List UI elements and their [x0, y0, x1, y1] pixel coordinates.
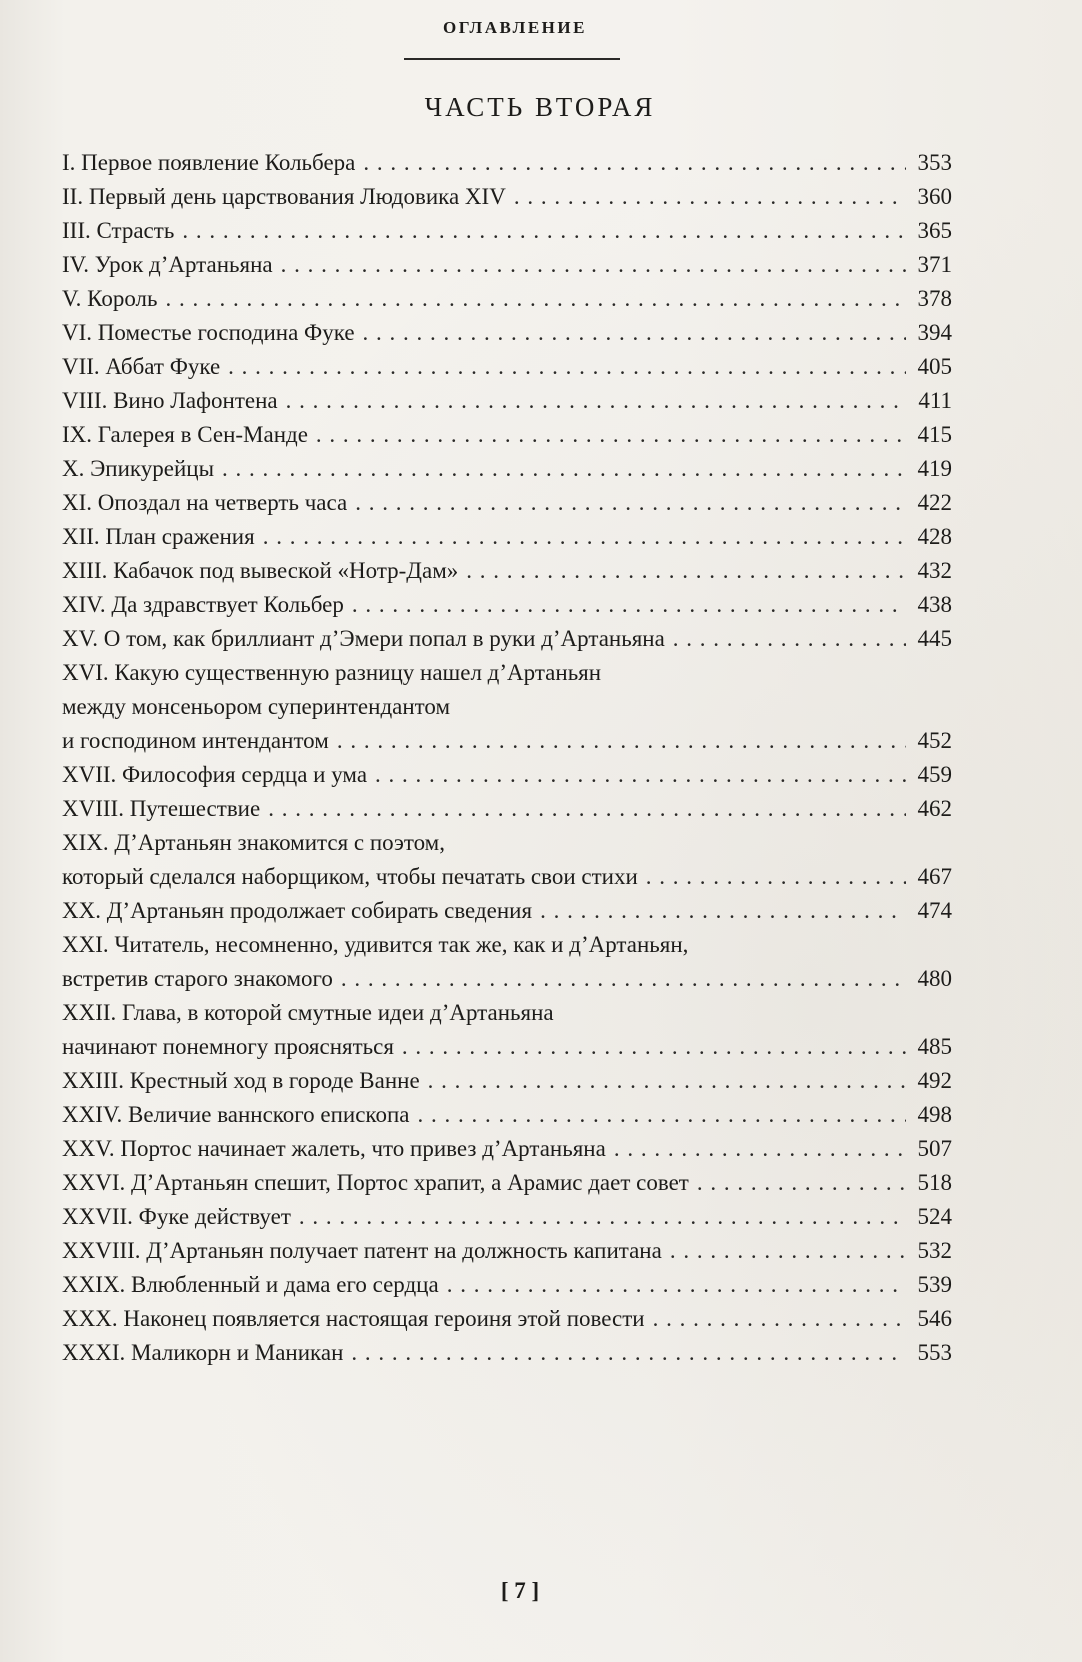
toc-entry-title-line: X. Эпикурейцы: [62, 456, 215, 481]
toc-entry-row: [62, 724, 952, 758]
toc-entry-title-line: XIV. Да здравствует Кольбер: [62, 592, 344, 617]
toc-entry-title-line: который сделался наборщиком, чтобы печатать свои стихи: [62, 864, 638, 889]
toc-entry-page-number: 365: [917, 218, 952, 243]
toc-entry-page-number: 428: [917, 524, 952, 549]
dot-leader: [286, 384, 906, 418]
toc-entry-row: [62, 146, 952, 180]
dot-leader: [341, 962, 906, 996]
toc-entry-title-line: XVI. Какую существенную разницу нашел д’Артаньян: [62, 660, 602, 685]
toc-entry-row: [62, 180, 952, 214]
toc-entry-page-number: 405: [917, 354, 952, 379]
dot-leader: [417, 1098, 906, 1132]
toc-entry-title-line: XXIX. Влюбленный и дама его сердца: [62, 1272, 439, 1297]
toc-entry-row: [62, 350, 952, 384]
dot-leader: [447, 1268, 906, 1302]
toc-entry-row: [62, 1234, 952, 1268]
toc-entry-title-line: XXIV. Величие ваннского епископа: [62, 1102, 410, 1127]
toc-entry-page-number: 474: [917, 898, 952, 923]
toc-entry-title-line: III. Страсть: [62, 218, 175, 243]
dot-leader: [514, 180, 906, 214]
toc-entry-title-line: XXVIII. Д’Артаньян получает патент на должность капитана: [62, 1238, 662, 1263]
dot-leader: [363, 146, 906, 180]
toc-entry-title-line: XXX. Наконец появляется настоящая героиня этой повести: [62, 1306, 645, 1331]
toc-entry-title-line: XXIII. Крестный ход в городе Ванне: [62, 1068, 420, 1093]
toc-entry-row: [62, 1064, 952, 1098]
toc-entry-title-line: XXV. Портос начинает жалеть, что привез д’Артаньяна: [62, 1136, 606, 1161]
toc-entry-row: [62, 1132, 952, 1166]
toc-entry-page-number: 498: [917, 1102, 952, 1127]
running-head-rule: [404, 58, 620, 60]
toc-entry-title-line: XII. План сражения: [62, 524, 255, 549]
toc-entry-title-line: XIX. Д’Артаньян знакомится с поэтом,: [62, 830, 445, 855]
toc-entry: [62, 384, 952, 418]
dot-leader: [228, 350, 906, 384]
toc-entry: [62, 758, 952, 792]
toc-entry: [62, 1234, 952, 1268]
toc-entry-page-number: 353: [917, 150, 952, 175]
toc-entry-page-number: 492: [917, 1068, 952, 1093]
toc-entry-page-number: 507: [917, 1136, 952, 1161]
toc-entry-page-number: 378: [917, 286, 952, 311]
toc-entry-page-number: 411: [918, 388, 952, 413]
toc-entry-page-number: 532: [917, 1238, 952, 1263]
toc-entry-title-line: XX. Д’Артаньян продолжает собирать сведения: [62, 898, 533, 923]
toc-entry: [62, 928, 952, 996]
toc-entry-title-line: XIII. Кабачок под вывеской «Нотр-Дам»: [62, 558, 459, 583]
toc-entry-row: [62, 486, 952, 520]
dot-leader: [182, 214, 906, 248]
toc-entry-title-line: VII. Аббат Фуке: [62, 354, 221, 379]
toc-entry-row: [62, 1200, 952, 1234]
toc-entry-title-line: XVIII. Путешествие: [62, 796, 261, 821]
toc-entry-title-line: XI. Опоздал на четверть часа: [62, 490, 348, 515]
dot-leader: [673, 622, 906, 656]
toc-entry: [62, 1098, 952, 1132]
toc-entry-row: [62, 316, 952, 350]
dot-leader: [222, 452, 906, 486]
toc-entry-title-line: XVII. Философия сердца и ума: [62, 762, 368, 787]
toc-entry-row: [62, 1030, 952, 1064]
dot-leader: [697, 1166, 906, 1200]
toc-entry: [62, 146, 952, 180]
toc-entry-title-line: VIII. Вино Лафонтена: [62, 388, 278, 413]
toc-entry-page-number: 394: [917, 320, 952, 345]
dot-leader: [281, 248, 906, 282]
dot-leader: [263, 520, 906, 554]
toc-entry-page-number: 422: [917, 490, 952, 515]
toc-entry-page-number: 467: [917, 864, 952, 889]
toc-entry-title-line: между монсеньором суперинтендантом: [62, 694, 451, 719]
toc-entry-title-line: I. Первое появление Кольбера: [62, 150, 356, 175]
toc-entry-page-number: 371: [917, 252, 952, 277]
toc-entry-page-number: 452: [917, 728, 952, 753]
toc-entry: [62, 622, 952, 656]
toc-entry-title-line: XXII. Глава, в которой смутные идеи д’Артаньяна: [62, 1000, 554, 1025]
dot-leader: [670, 1234, 906, 1268]
toc-entry-row: [62, 894, 952, 928]
toc-entry-title-line: встретив старого знакомого: [62, 966, 333, 991]
toc-entry-title-line: XV. О том, как бриллиант д’Эмери попал в руки д’Артаньяна: [62, 626, 665, 651]
toc-entry: [62, 316, 952, 350]
toc-entry-row: [62, 1166, 952, 1200]
toc-entry-page-number: 524: [917, 1204, 952, 1229]
toc-entry-row: [62, 622, 952, 656]
dot-leader: [352, 588, 906, 622]
toc-entry-title-line: начинают понемногу проясняться: [62, 1034, 394, 1059]
dot-leader: [355, 486, 906, 520]
toc-entry: [62, 656, 952, 758]
toc-entry-title-line: IV. Урок д’Артаньяна: [62, 252, 273, 277]
toc-entry: [62, 894, 952, 928]
toc-entry-page-number: 415: [917, 422, 952, 447]
toc-entry-row: [62, 1336, 952, 1370]
toc-entry-row: [62, 860, 952, 894]
dot-leader: [540, 894, 906, 928]
toc-entry: [62, 418, 952, 452]
dot-leader: [337, 724, 906, 758]
toc-entry: [62, 1064, 952, 1098]
dot-leader: [653, 1302, 906, 1336]
toc-entry-title-line: XXVII. Фуке действует: [62, 1204, 291, 1229]
toc-entry-row: [62, 1268, 952, 1302]
toc-entry-title-line: IX. Галерея в Сен-Манде: [62, 422, 308, 447]
dot-leader: [375, 758, 906, 792]
table-of-contents: [62, 146, 952, 1370]
toc-entry: [62, 282, 952, 316]
toc-entry: [62, 1132, 952, 1166]
dot-leader: [351, 1336, 906, 1370]
toc-entry: [62, 486, 952, 520]
toc-entry: [62, 1336, 952, 1370]
dot-leader: [646, 860, 906, 894]
toc-entry-page-number: 539: [917, 1272, 952, 1297]
toc-entry-page-number: 553: [917, 1340, 952, 1365]
toc-entry: [62, 1302, 952, 1336]
toc-entry: [62, 214, 952, 248]
dot-leader: [363, 316, 906, 350]
toc-entry-title-line: VI. Поместье господина Фуке: [62, 320, 355, 345]
toc-entry-title-line: V. Король: [62, 286, 158, 311]
toc-entry-row: [62, 520, 952, 554]
toc-entry-row: [62, 1098, 952, 1132]
page-number: [ 7 ]: [500, 1578, 540, 1603]
toc-entry-row: [62, 384, 952, 418]
toc-entry-row: [62, 418, 952, 452]
toc-entry-page-number: 459: [917, 762, 952, 787]
dot-leader: [316, 418, 906, 452]
toc-entry-title-line: II. Первый день царствования Людовика XIV: [62, 184, 506, 209]
toc-entry-row: [62, 588, 952, 622]
dot-leader: [466, 554, 906, 588]
toc-entry: [62, 554, 952, 588]
toc-entry-row: [62, 554, 952, 588]
toc-entry-title-line: и господином интендантом: [62, 728, 329, 753]
toc-entry: [62, 996, 952, 1064]
toc-entry-row: [62, 214, 952, 248]
toc-entry-title-line: XXI. Читатель, несомненно, удивится так же, как и д’Артаньян,: [62, 932, 689, 957]
toc-entry-title-line: XXVI. Д’Артаньян спешит, Портос храпит, а Арамис дает совет: [62, 1170, 689, 1195]
running-head: ОГЛАВЛЕНИЕ: [443, 18, 587, 37]
toc-entry-row: [62, 758, 952, 792]
toc-entry-page-number: 438: [917, 592, 952, 617]
toc-entry-row: [62, 962, 952, 996]
dot-leader: [166, 282, 906, 316]
part-title: ЧАСТЬ ВТОРАЯ: [424, 92, 656, 122]
toc-entry-page-number: 546: [917, 1306, 952, 1331]
dot-leader: [428, 1064, 906, 1098]
toc-entry-page-number: 360: [917, 184, 952, 209]
toc-entry-page-number: 480: [917, 966, 952, 991]
dot-leader: [402, 1030, 906, 1064]
toc-entry: [62, 792, 952, 826]
toc-entry-row: [62, 1302, 952, 1336]
toc-entry-row: [62, 248, 952, 282]
toc-entry-title-line: XXXI. Маликорн и Маникан: [62, 1340, 344, 1365]
toc-entry: [62, 826, 952, 894]
toc-entry: [62, 1200, 952, 1234]
toc-entry-row: [62, 282, 952, 316]
toc-entry-page-number: 485: [917, 1034, 952, 1059]
toc-entry: [62, 248, 952, 282]
toc-entry: [62, 350, 952, 384]
toc-entry-row: [62, 452, 952, 486]
toc-entry: [62, 1166, 952, 1200]
dot-leader: [299, 1200, 906, 1234]
toc-entry: [62, 180, 952, 214]
toc-entry-page-number: 462: [917, 796, 952, 821]
dot-leader: [268, 792, 906, 826]
dot-leader: [614, 1132, 906, 1166]
toc-entry: [62, 520, 952, 554]
toc-entry-row: [62, 792, 952, 826]
toc-entry: [62, 452, 952, 486]
toc-entry: [62, 1268, 952, 1302]
toc-entry-page-number: 445: [917, 626, 952, 651]
toc-entry-page-number: 432: [917, 558, 952, 583]
toc-entry-page-number: 518: [917, 1170, 952, 1195]
toc-entry-page-number: 419: [917, 456, 952, 481]
toc-entry: [62, 588, 952, 622]
